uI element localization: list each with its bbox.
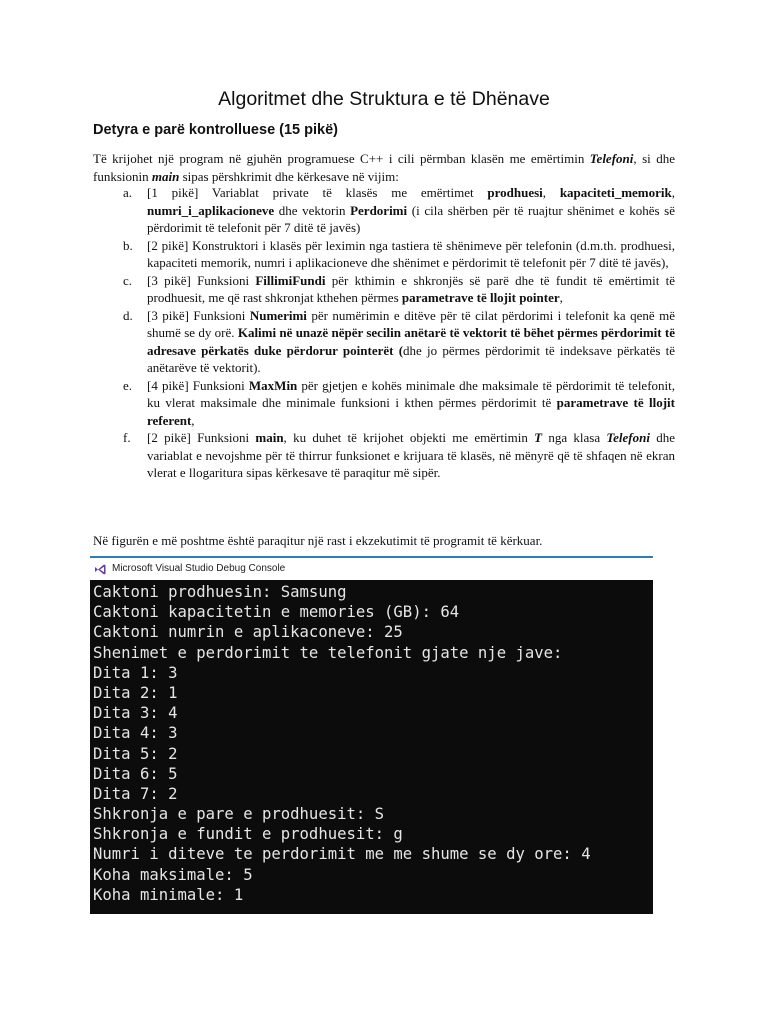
task-item [93, 429, 675, 482]
console-line: Numri i diteve te perdorimit me me shume se dy ore: 4 [93, 845, 591, 864]
text-run: [3 pikë] Funksioni [147, 307, 250, 323]
emphasized-text: numri_i_aplikacioneve [147, 202, 275, 218]
console-line: Dita 7: 2 [93, 784, 178, 803]
emphasized-text: Perdorimi [350, 202, 408, 218]
task-list [93, 184, 675, 482]
emphasized-text: kapaciteti_memorik [559, 185, 672, 200]
emphasized-text: Numerimi [249, 307, 307, 323]
document-title: Algoritmet dhe Struktura e të Dhënave [218, 88, 550, 110]
console-output [90, 580, 653, 914]
console-line: Koha maksimale: 5 [93, 865, 253, 884]
text-run: (i cila shërben për të ruajtur shënimet e kohës së përdorimit të telefonit për 7 ditë të javës) [147, 202, 675, 235]
emphasized-text: Telefoni [606, 430, 650, 445]
emphasized-text: parametrave të llojit referent [147, 395, 675, 428]
emphasized-text: prodhuesi [487, 185, 543, 200]
emphasized-text: MaxMin [248, 377, 298, 393]
console-title-bar [90, 558, 653, 580]
text-run: Të krijohet një program në gjuhën programuese C++ i cili përmban klasën me emërtimin [93, 151, 590, 166]
console-line: Dita 4: 3 [93, 724, 178, 743]
text-run: , [559, 290, 563, 305]
text-run: [2 pikë] Konstruktori i klasës për leximin nga tastiera të shënimeve për telefonin (d.m.th. prodhuesi, kapaciteti memorik, numri i aplikacioneve dhe shënimet e përdorimit të telefonit për 7 ditë të javës), [147, 237, 675, 270]
task-marker: d. [123, 307, 133, 323]
task-marker: a. [123, 185, 133, 200]
text-run: për gjetjen e kohës minimale dhe maksimale të përdorimit të telefonit, ku vlerat maksimale dhe minimale funksioni i kthen përmes përdorimit të [147, 377, 676, 410]
text-run: , si dhe funksionin [93, 151, 675, 184]
text-run: për numërimin e ditëve për të cilat përdorimi i telefonit ka qenë më shumë se dy orë. [147, 307, 675, 340]
task-marker: e. [123, 377, 133, 393]
text-run: [1 pikë] Variablat private të klasës me emërtimet [147, 185, 488, 200]
task-marker: f. [123, 430, 131, 445]
console-line: Dita 5: 2 [93, 744, 178, 763]
visual-studio-icon [94, 564, 106, 575]
emphasized-text: main [151, 168, 180, 184]
text-run: dhe vektorin [274, 202, 351, 218]
console-line: Dita 3: 4 [93, 704, 178, 723]
emphasized-text: T [534, 430, 543, 445]
console-window-title: Microsoft Visual Studio Debug Console [112, 563, 286, 574]
text-run: nga klasa [542, 430, 607, 445]
console-line: Caktoni kapacitetin e memories (GB): 64 [93, 603, 460, 622]
figure-caption: Në figurën e më poshtme është paraqitur një rast i ekzekutimit të programit të kërkuar. [93, 533, 543, 548]
debug-console-window [90, 556, 653, 914]
task-item [93, 272, 675, 307]
text-run: [3 pikë] Funksioni [147, 272, 256, 288]
console-line: Dita 2: 1 [93, 683, 178, 702]
emphasized-text: FillimiFundi [255, 272, 326, 288]
text-run: , [191, 412, 195, 428]
text-run: për kthimin e shkronjës së parë dhe të fundit të emërtimit të prodhuesit, me që rast shkronjat kthehen përmes [147, 272, 675, 305]
task-marker: c. [123, 272, 133, 288]
text-run: , [671, 185, 675, 200]
text-run: sipas përshkrimit dhe kërkesave në vijim: [179, 168, 399, 184]
emphasized-text: parametrave të llojit pointer [401, 290, 560, 305]
console-line: Shkronja e fundit e prodhuesit: g [93, 825, 403, 844]
intro-paragraph [93, 150, 675, 185]
task-item [93, 237, 675, 272]
console-line: Shenimet e perdorimit te telefonit gjate nje jave: [93, 643, 563, 662]
task-item [93, 377, 675, 430]
text-run: , [542, 185, 560, 200]
emphasized-text: Kalimi në unazë nëpër secilin anëtarë të vektorit të bëhet përmes përdorimit të adresave përkatës duke përdorur pointerët ( [147, 325, 676, 358]
console-line: Caktoni prodhuesin: Samsung [93, 583, 347, 601]
document-subtitle: Detyra e parë kontrolluese (15 pikë) [93, 122, 338, 138]
text-run: , ku duhet të krijohet objekti me emërtimin [283, 430, 535, 445]
text-run: dhe jo përmes përdorimit të indeksave përkatës të anëtarëve të vektorit). [147, 342, 676, 375]
task-marker: b. [123, 237, 133, 253]
console-line: Shkronja e pare e prodhuesit: S [93, 805, 385, 824]
console-line: Koha minimale: 1 [93, 885, 244, 904]
task-item [93, 307, 675, 377]
text-run: dhe variablat e nevojshme për të thirrur funksionet e krijuara të klasës, në mënyrë që të shfaqen në ekran vlerat e llogaritura sipas kërkesave të paraqitur më sipër. [147, 430, 675, 480]
console-line: Caktoni numrin e aplikaconeve: 25 [93, 623, 403, 642]
emphasized-text: Telefoni [589, 151, 634, 166]
emphasized-text: main [255, 430, 284, 445]
console-line: Dita 6: 5 [93, 764, 178, 783]
task-item [93, 184, 675, 237]
console-line: Dita 1: 3 [93, 663, 178, 682]
text-run: [4 pikë] Funksioni [147, 377, 249, 393]
text-run: [2 pikë] Funksioni [147, 430, 256, 445]
